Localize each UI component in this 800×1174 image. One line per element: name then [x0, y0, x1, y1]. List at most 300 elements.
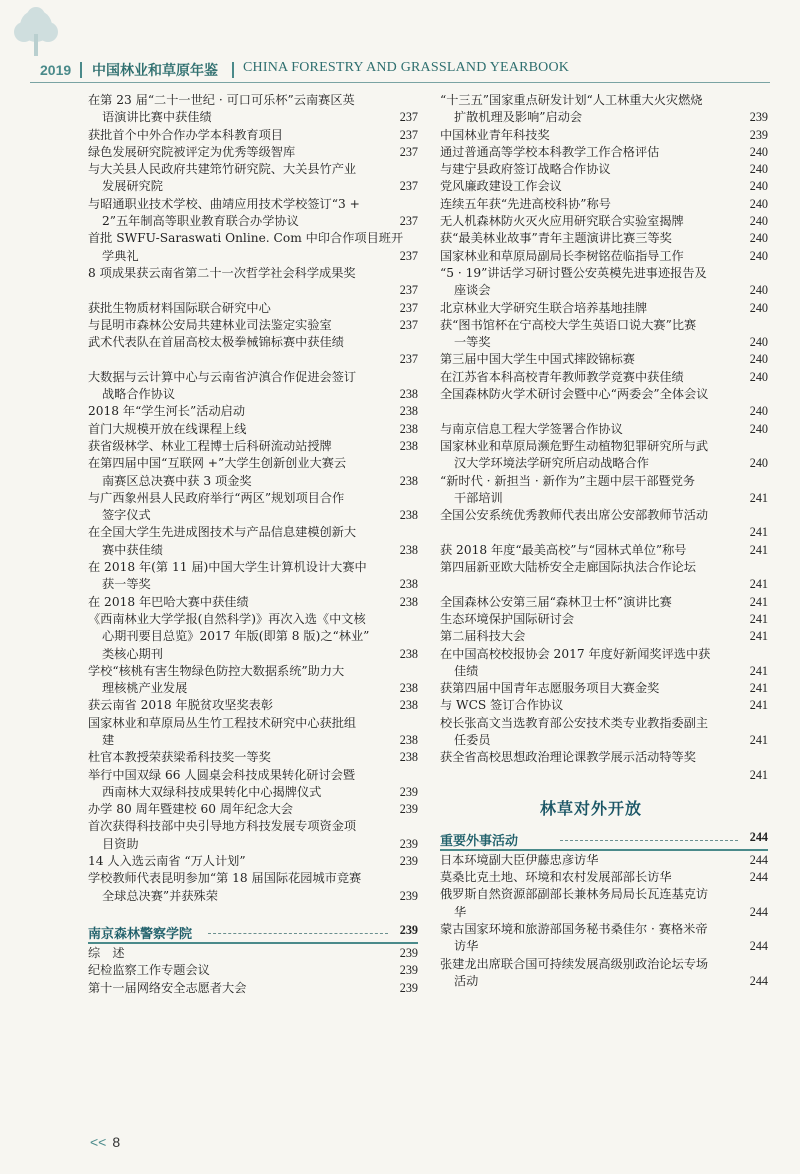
toc-entry-line	[440, 611, 768, 628]
toc-entry	[88, 818, 418, 853]
toc-entry-text: 干部培训	[454, 490, 503, 505]
toc-entry-line	[88, 749, 418, 766]
page-header	[0, 0, 800, 90]
toc-page-number: 238	[399, 681, 418, 696]
toc-page-number: 239	[399, 980, 418, 995]
toc-entry	[88, 594, 418, 611]
toc-page-number: 239	[399, 854, 418, 869]
toc-entry-line	[88, 767, 418, 784]
toc-entry	[88, 663, 418, 698]
toc-entry-text: 佳绩	[454, 663, 479, 678]
toc-entry-text: “十三五”国家重点研发计划“人工林重大火灾燃烧	[440, 93, 703, 107]
toc-entry-text: 与昆明市森林公安局共建林业司法鉴定实验室	[88, 317, 332, 332]
toc-entry-line	[440, 490, 768, 507]
toc-page-number: 241	[749, 611, 768, 626]
toc-entry-line	[440, 351, 768, 368]
toc-page-number: 238	[399, 732, 418, 747]
toc-entry-text: 生态环境保护国际研讨会	[440, 611, 575, 626]
toc-entry	[440, 230, 768, 247]
toc-entry-line	[440, 628, 768, 645]
toc-entry-line	[88, 559, 418, 576]
toc-entry-line	[440, 300, 768, 317]
toc-entry-line	[88, 801, 418, 818]
toc-entry-line	[440, 213, 768, 230]
toc-entry-text: 在江苏省本科高校青年教师教学竞赛中获佳绩	[440, 369, 684, 384]
toc-entry	[88, 421, 418, 438]
toc-entry-line	[88, 421, 418, 438]
toc-entry-line	[440, 767, 768, 784]
toc-entry-text: 国家林业和草原局丛生竹工程技术研究中心获批组	[88, 715, 357, 730]
toc-entry-text: 首门大规模开放在线课程上线	[88, 421, 247, 436]
toc-entry-text: 获云南省 2018 年脱贫攻坚奖表彰	[88, 698, 274, 713]
toc-page-number: 241	[749, 594, 768, 609]
toc-entry-text: 2018 年“学生河长”活动启动	[88, 404, 246, 419]
toc-entry	[88, 697, 418, 714]
toc-entry	[440, 369, 768, 386]
toc-page-number: 237	[399, 283, 418, 298]
toc-entry-line	[440, 455, 768, 472]
toc-entry-text: 签字仪式	[102, 508, 151, 523]
toc-entry-text: 获批首个中外合作办学本科教育项目	[88, 127, 283, 142]
toc-entry-line	[440, 594, 768, 611]
toc-entry-line	[88, 663, 418, 680]
toc-entry-text: 举行中国双绿 66 人圆桌会科技成果转化研讨会暨	[88, 767, 356, 782]
toc-entry-line	[88, 594, 418, 611]
toc-entry-line	[88, 732, 418, 749]
toc-entry	[88, 767, 418, 802]
toc-page-number: 237	[399, 144, 418, 159]
toc-page-number: 238	[399, 473, 418, 488]
toc-entry-text: 建	[102, 732, 115, 747]
toc-entry	[88, 196, 418, 231]
toc-entry-line	[440, 127, 768, 144]
toc-entry-text: 第三届中国大学生中国式摔跤锦标赛	[440, 352, 635, 367]
toc-page-number: 237	[399, 214, 418, 229]
toc-entry-text: 武术代表队在首届高校太极拳械锦标赛中获佳绩	[88, 335, 344, 350]
toc-entry-line	[88, 455, 418, 472]
page-footer	[90, 1134, 120, 1150]
toc-entry-line	[88, 351, 418, 368]
toc-page-number: 239	[749, 127, 768, 142]
toc-entry	[440, 715, 768, 750]
toc-entry-line	[440, 973, 768, 990]
toc-entry-text: 学校“核桃有害生物绿色防控大数据系统”助力大	[88, 663, 345, 678]
toc-entry-text: 莫桑比克土地、环境和农村发展部部长访华	[440, 870, 672, 885]
toc-entry-line	[88, 680, 418, 697]
toc-entry-line	[440, 334, 768, 351]
section-header	[88, 921, 418, 945]
toc-entry-line	[88, 784, 418, 801]
toc-entry-text: 活动	[454, 973, 479, 988]
toc-page-number: 237	[399, 317, 418, 332]
header-divider	[232, 62, 234, 78]
toc-page-number: 239	[399, 963, 418, 978]
toc-entry	[88, 230, 418, 265]
toc-entry	[440, 697, 768, 714]
toc-entry-line	[440, 542, 768, 559]
toc-page-number: 241	[749, 698, 768, 713]
toc-entry-line	[88, 945, 418, 962]
toc-entry	[440, 265, 768, 300]
toc-entry-text: 杜官本教授荣获梁希科技奖一等奖	[88, 750, 271, 765]
toc-entry	[88, 853, 418, 870]
toc-entry-line	[88, 161, 418, 178]
toc-entry	[88, 490, 418, 525]
toc-entry-line	[88, 248, 418, 265]
section-header	[440, 828, 768, 852]
toc-entry-line	[440, 956, 768, 973]
toc-entry-text: 任委员	[454, 732, 491, 747]
toc-entry-line	[88, 265, 418, 282]
toc-entry-text: 与南京信息工程大学签署合作协议	[440, 421, 623, 436]
toc-entry-text: 张建龙出席联合国可持续发展高级别政治论坛专场	[440, 956, 709, 971]
toc-page-number: 239	[399, 802, 418, 817]
toc-entry-line	[88, 144, 418, 161]
toc-entry	[440, 559, 768, 594]
toc-entry	[440, 886, 768, 921]
toc-entry-text: 心期刊要目总览》2017 年版(即第 8 版)之“林业”	[102, 629, 370, 644]
toc-entry-text: 8 项成果获云南省第二十一次哲学社会科学成果奖	[88, 265, 356, 280]
toc-entry-line	[88, 628, 418, 645]
toc-entry	[88, 749, 418, 766]
toc-entry	[440, 680, 768, 697]
toc-page-number: 241	[749, 629, 768, 644]
toc-entry-text: 第十一届网络安全志愿者大会	[88, 980, 247, 995]
toc-entry	[440, 542, 768, 559]
toc-entry-line	[88, 715, 418, 732]
toc-entry-line	[440, 524, 768, 541]
toc-entry	[440, 127, 768, 144]
toc-entry-line	[88, 334, 418, 351]
toc-page-number: 240	[749, 214, 768, 229]
toc-entry	[440, 317, 768, 352]
toc-entry-text: 全国森林公安第三届“森林卫士杯”演讲比赛	[440, 594, 672, 609]
toc-page-number: 239	[399, 836, 418, 851]
toc-entry	[88, 300, 418, 317]
toc-entry-text: “新时代 · 新担当 · 新作为”主题中层干部暨党务	[440, 473, 696, 488]
toc-entry-line	[440, 144, 768, 161]
toc-entry-line	[440, 938, 768, 955]
toc-entry	[440, 421, 768, 438]
toc-entry-text: 纪检监察工作专题会议	[88, 963, 210, 978]
toc-entry-line	[88, 836, 418, 853]
toc-page-number: 238	[399, 438, 418, 453]
toc-entry-text: 在中国高校校报协会 2017 年度好新闻奖评选中获	[440, 646, 711, 661]
toc-page-number: 240	[749, 144, 768, 159]
toc-entry-line	[440, 663, 768, 680]
toc-entry	[440, 248, 768, 265]
toc-entry-line	[88, 888, 418, 905]
toc-entry-line	[88, 300, 418, 317]
toc-page-number: 237	[399, 300, 418, 315]
toc-entry-text: 理核桃产业发展	[102, 681, 188, 696]
toc-page-number: 241	[749, 525, 768, 540]
toc-page-number: 237	[399, 127, 418, 142]
toc-entry-line	[88, 213, 418, 230]
toc-entry-line	[440, 230, 768, 247]
toc-entry	[88, 265, 418, 300]
toc-entry	[440, 92, 768, 127]
toc-page-number: 238	[399, 698, 418, 713]
toc-entry-text: 类核心期刊	[102, 646, 163, 661]
toc-entry-line	[440, 507, 768, 524]
toc-entry	[88, 455, 418, 490]
toc-entry-line	[440, 869, 768, 886]
toc-entry-line	[440, 732, 768, 749]
toc-entry-line	[440, 265, 768, 282]
toc-entry	[88, 369, 418, 404]
toc-entry-text: 办学 80 周年暨建校 60 周年纪念大会	[88, 802, 293, 817]
toc-page-number: 239	[399, 888, 418, 903]
section-page-number: 239	[399, 922, 418, 937]
toc-entry	[440, 196, 768, 213]
toc-page-number: 241	[749, 767, 768, 782]
toc-entry-text: 党风廉政建设工作会议	[440, 179, 562, 194]
toc-page-number: 241	[749, 663, 768, 678]
toc-entry-text: 获全省高校思想政治理论课教学展示活动特等奖	[440, 750, 696, 765]
toc-entry	[440, 921, 768, 956]
toc-entry-text: 华	[454, 904, 467, 919]
toc-entry-text: 2”五年制高等职业教育联合办学协议	[102, 214, 299, 229]
toc-entry	[440, 749, 768, 784]
toc-page-number: 238	[399, 421, 418, 436]
toc-entry-line	[88, 980, 418, 997]
toc-entry-text: 访华	[454, 939, 479, 954]
toc-entry-line	[88, 524, 418, 541]
toc-entry-text: 战略合作协议	[102, 387, 176, 402]
toc-page-number: 238	[399, 750, 418, 765]
toc-entry-line	[88, 611, 418, 628]
toc-entry-text: 全国森林防火学术研讨会暨中心“两委会”全体会议	[440, 387, 709, 402]
toc-entry-line	[440, 196, 768, 213]
toc-page-number: 237	[399, 352, 418, 367]
toc-entry	[88, 715, 418, 750]
toc-page-number: 240	[749, 248, 768, 263]
section-title-text: 南京森林警察学院	[88, 926, 193, 942]
toc-entry-text: 第四届新亚欧大陆桥安全走廊国际执法合作论坛	[440, 560, 696, 575]
toc-entry-line	[88, 438, 418, 455]
toc-entry	[440, 161, 768, 178]
toc-entry-text: 首批 SWFU-Saraswati Online. Com 中印合作项目班开	[88, 231, 404, 246]
toc-page-number: 240	[749, 179, 768, 194]
toc-page-number: 239	[749, 110, 768, 125]
toc-entry	[440, 956, 768, 991]
toc-entry-line	[88, 386, 418, 403]
toc-entry-text: 日本环境副大臣伊藤忠彦访华	[440, 852, 599, 867]
toc-entry	[88, 92, 418, 127]
toc-entry-text: 目资助	[102, 836, 139, 851]
toc-entry-text: 在第 23 届“二十一世纪 · 可口可乐杯”云南赛区英	[88, 93, 355, 107]
toc-entry-line	[440, 473, 768, 490]
toc-entry-line	[88, 109, 418, 126]
toc-entry-line	[440, 386, 768, 403]
toc-entry-text: 语演讲比赛中获佳绩	[102, 110, 212, 125]
toc-entry-text: 与大关县人民政府共建筇竹研究院、大关县竹产业	[88, 162, 357, 177]
toc-entry	[440, 351, 768, 368]
toc-entry-line	[440, 715, 768, 732]
toc-entry-line	[440, 749, 768, 766]
toc-entry-text: 获“最美林业故事”青年主题演讲比赛三等奖	[440, 231, 672, 246]
section-page-number: 244	[749, 829, 768, 844]
toc-page-number: 239	[399, 784, 418, 799]
toc-page-number: 241	[749, 577, 768, 592]
toc-entry-text: 在第四届中国“互联网 +”大学生创新创业大赛云	[88, 456, 347, 471]
header-year: 2019	[40, 62, 72, 78]
toc-entry-text: 学典礼	[102, 248, 139, 263]
toc-entry-text: 绿色发展研究院被评定为优秀等级智库	[88, 144, 296, 159]
toc-entry	[440, 852, 768, 869]
toc-page-number: 238	[399, 594, 418, 609]
toc-entry-line	[88, 127, 418, 144]
tree-logo-icon	[6, 4, 66, 64]
toc-entry	[440, 473, 768, 508]
toc-entry	[88, 127, 418, 144]
chapter-heading: 林草对外开放	[540, 798, 643, 818]
section-title	[440, 830, 768, 849]
toc-entry-text: 首次获得科技部中央引导地方科技发展专项资金项	[88, 819, 357, 834]
toc-entry-line	[440, 680, 768, 697]
toc-entry-line	[440, 886, 768, 903]
toc-page-number: 244	[749, 973, 768, 988]
toc-entry-line	[88, 646, 418, 663]
toc-entry	[88, 945, 418, 962]
toc-entry-line	[88, 317, 418, 334]
toc-entry-text: 南赛区总决赛中获 3 项金奖	[102, 473, 252, 488]
toc-entry-line	[88, 542, 418, 559]
toc-entry-line	[440, 403, 768, 420]
toc-entry-text: 俄罗斯自然资源部副部长兼林务局局长瓦连基克访	[440, 887, 709, 902]
toc-page-number: 240	[749, 352, 768, 367]
toc-page-number: 244	[749, 852, 768, 867]
toc-entry	[440, 594, 768, 611]
toc-entry-line	[440, 92, 768, 109]
toc-entry-text: 获批生物质材料国际联合研究中心	[88, 300, 271, 315]
toc-entry-text: 扩散机理及影响”启动会	[454, 110, 583, 125]
toc-entry-line	[440, 109, 768, 126]
section-leader	[208, 933, 388, 934]
toc-entry	[440, 386, 768, 421]
toc-entry-line	[88, 870, 418, 887]
toc-entry-text: 国家林业和草原局濒危野生动植物犯罪研究所与武	[440, 438, 709, 453]
toc-entry-line	[440, 178, 768, 195]
toc-page-number: 238	[399, 542, 418, 557]
toc-entry-text: 校长张高文当选教育部公安技术类专业教指委副主	[440, 715, 709, 730]
toc-page-number: 240	[749, 421, 768, 436]
toc-entry-text: 学校教师代表昆明参加“第 18 届国际花园城市竞赛	[88, 871, 362, 886]
toc-entry-text: 14 人入选云南省 “万人计划”	[88, 854, 246, 869]
toc-entry-line	[440, 248, 768, 265]
toc-entry-text: 获第四届中国青年志愿服务项目大赛金奖	[440, 681, 660, 696]
toc-entry-text: 在 2018 年(第 11 届)中国大学生计算机设计大赛中	[88, 560, 367, 575]
toc-entry-text: 一等奖	[454, 335, 491, 350]
section-leader	[560, 840, 738, 841]
toc-entry-line	[440, 317, 768, 334]
toc-entry-line	[88, 282, 418, 299]
toc-entry-line	[440, 559, 768, 576]
toc-page-number: 241	[749, 681, 768, 696]
section-rule	[440, 849, 768, 851]
toc-entry-line	[440, 438, 768, 455]
header-title-cn: 中国林业和草原年鉴	[92, 63, 218, 79]
toc-entry-line	[88, 403, 418, 420]
toc-entry-text: 全国公安系统优秀教师代表出席公安部教师节活动	[440, 508, 709, 523]
toc-entry-line	[88, 230, 418, 247]
toc-entry-text: 无人机森林防火灭火应用研究联合实验室揭牌	[440, 214, 684, 229]
toc-entry-line	[88, 490, 418, 507]
toc-entry	[88, 559, 418, 594]
toc-entry-text: 第二届科技大会	[440, 629, 526, 644]
toc-entry-text: 中国林业青年科技奖	[440, 127, 550, 142]
toc-entry-line	[440, 161, 768, 178]
toc-entry	[88, 524, 418, 559]
toc-page-number: 237	[399, 248, 418, 263]
toc-entry-text: 获“图书馆杯在宁高校大学生英语口说大赛”比赛	[440, 317, 697, 332]
toc-page-number: 240	[749, 335, 768, 350]
toc-entry-text: 全球总决赛”并获殊荣	[102, 888, 218, 903]
header-title-en: CHINA FORESTRY AND GRASSLAND YEARBOOK	[243, 60, 570, 75]
toc-entry-line	[88, 473, 418, 490]
toc-entry	[88, 980, 418, 997]
toc-left-column	[88, 92, 418, 997]
toc-entry-text: 通过普通高等学校本科教学工作合格评估	[440, 144, 660, 159]
toc-entry	[440, 300, 768, 317]
toc-entry-text: 蒙古国家环境和旅游部国务秘书桑佳尔 · 赛格米帝	[440, 922, 708, 937]
toc-page-number: 244	[749, 870, 768, 885]
toc-right-column	[440, 92, 768, 990]
toc-page-number: 237	[399, 110, 418, 125]
toc-entry-text: 与 WCS 签订合作协议	[440, 698, 564, 713]
toc-entry	[88, 161, 418, 196]
toc-entry-line	[440, 921, 768, 938]
toc-page-number: 244	[749, 939, 768, 954]
toc-entry	[440, 213, 768, 230]
page-marker: <<	[90, 1134, 107, 1150]
toc-entry-line	[88, 196, 418, 213]
header-rule	[30, 82, 770, 83]
toc-page-number: 240	[749, 162, 768, 177]
toc-entry	[88, 403, 418, 420]
toc-entry-text: 国家林业和草原局副局长李树铭莅临指导工作	[440, 248, 684, 263]
toc-entry-text: 在全国大学生先进成图技术与产品信息建模创新大	[88, 525, 357, 540]
toc-page-number: 240	[749, 283, 768, 298]
toc-entry-line	[440, 576, 768, 593]
section-rule	[88, 942, 418, 944]
toc-entry-text: “5 · 19”讲话学习研讨暨公安英模先进事迹报告及	[440, 265, 707, 280]
toc-entry-line	[88, 697, 418, 714]
toc-entry-line	[88, 576, 418, 593]
toc-entry-line	[440, 697, 768, 714]
toc-entry-text: 与广西象州县人民政府举行“两区”规划项目合作	[88, 490, 345, 505]
toc-entry	[440, 438, 768, 473]
toc-entry	[88, 962, 418, 979]
toc-entry-line	[88, 369, 418, 386]
toc-entry-line	[440, 369, 768, 386]
toc-entry-line	[88, 92, 418, 109]
toc-entry-text: 综 述	[88, 945, 125, 960]
toc-entry	[88, 870, 418, 905]
page-number: 8	[112, 1134, 121, 1150]
toc-page-number: 240	[749, 231, 768, 246]
toc-entry-text: 座谈会	[454, 283, 491, 298]
toc-page-number: 239	[399, 945, 418, 960]
toc-entry-line	[88, 962, 418, 979]
toc-page-number: 238	[399, 508, 418, 523]
toc-entry-text: 大数据与云计算中心与云南省泸滇合作促进会签订	[88, 369, 357, 384]
toc-entry-text: 北京林业大学研究生联合培养基地挂牌	[440, 300, 648, 315]
toc-entry	[440, 144, 768, 161]
toc-entry-line	[88, 178, 418, 195]
header-divider	[80, 62, 82, 78]
